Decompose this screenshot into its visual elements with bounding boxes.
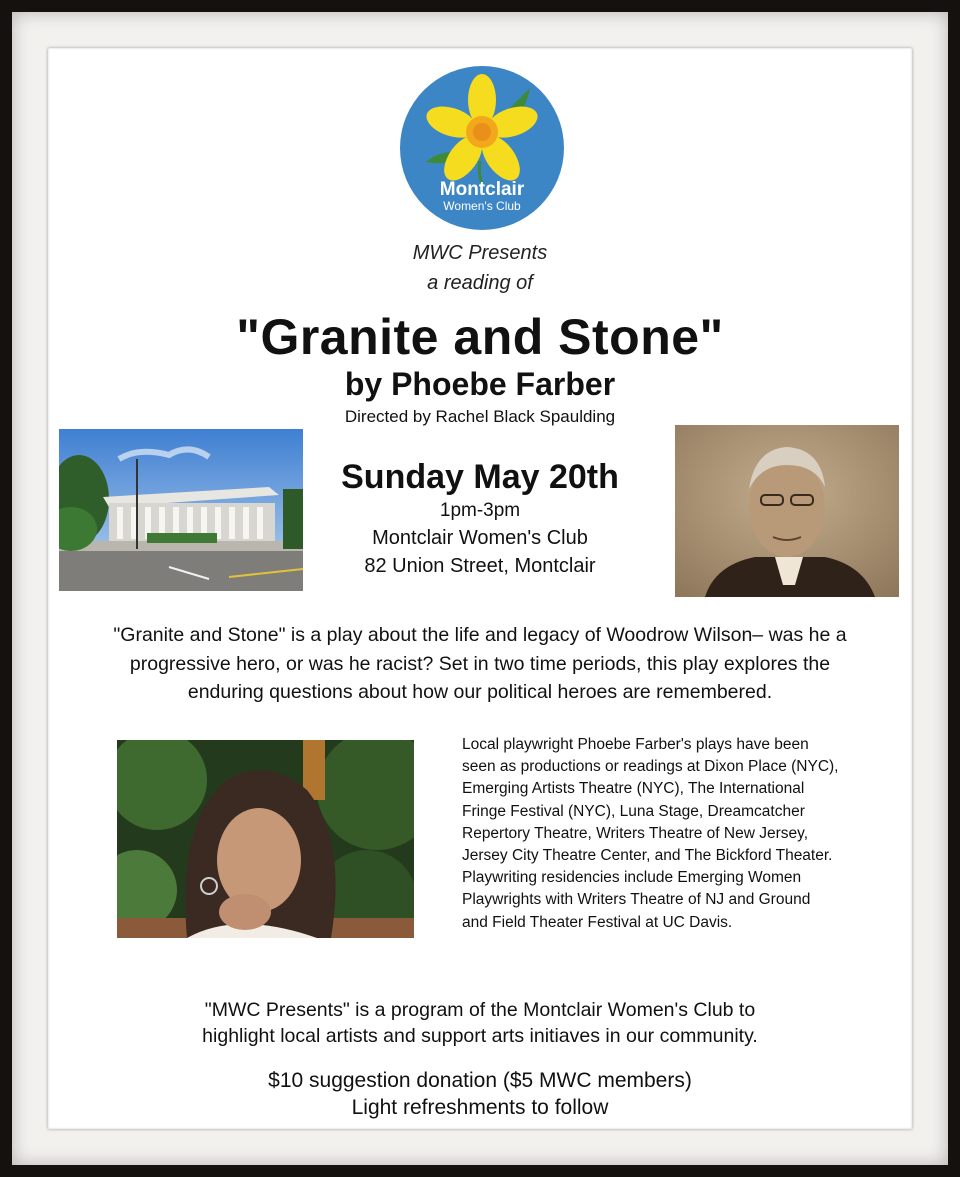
bio-line: Repertory Theatre, Writers Theatre of New Jersey, — [462, 824, 809, 842]
program-note — [0, 997, 960, 1049]
logo-subtitle: Women's Club — [443, 199, 521, 213]
description-line: enduring questions about how our political heroes are remembered. — [187, 681, 773, 703]
wilson-portrait — [675, 425, 899, 597]
presents-line: MWC Presents — [412, 242, 548, 264]
program-line: "MWC Presents" is a program of the Montclair Women's Club to — [204, 999, 756, 1021]
play-title: "Granite and Stone" — [236, 309, 724, 365]
play-author: by Phoebe Farber — [344, 366, 616, 402]
bio-line: and Field Theater Festival at UC Davis. — [462, 913, 733, 931]
bio-line: Playwrights with Writers Theatre of NJ and Ground — [462, 891, 811, 909]
bio-line: Playwriting residencies include Emerging Women — [462, 869, 802, 887]
description-line: "Granite and Stone" is a play about the life and legacy of Woodrow Wilson– was he a — [113, 624, 847, 646]
bio-line: seen as productions or readings at Dixon Place (NYC), — [462, 758, 839, 776]
refreshments-line: Light refreshments to follow — [351, 1096, 609, 1119]
logo-name: Montclair — [439, 179, 525, 200]
event-date: Sunday May 20th — [341, 458, 619, 496]
event-time: 1pm-3pm — [439, 500, 521, 521]
playwright-photo — [117, 740, 414, 938]
description-line: progressive hero, or was he racist? Set in two time periods, this play explores the — [129, 652, 831, 675]
play-director: Directed by Rachel Black Spaulding — [344, 407, 616, 426]
admission-info — [0, 1067, 960, 1121]
program-line: highlight local artists and support arts initiaves in our community. — [202, 1025, 758, 1047]
reading-line: a reading of — [427, 272, 533, 294]
club-logo — [400, 66, 564, 230]
bio-line: Local playwright Phoebe Farber's plays have been — [462, 736, 809, 753]
donation-line: $10 suggestion donation ($5 MWC members) — [268, 1069, 692, 1092]
building-photo — [59, 429, 303, 591]
bio-line: Jersey City Theatre Center, and The Bickford Theater. — [462, 847, 833, 865]
event-address: 82 Union Street, Montclair — [364, 555, 596, 577]
bio-line: Fringe Festival (NYC), Luna Stage, Dreamcatcher — [462, 802, 805, 820]
playwright-bio — [462, 734, 902, 934]
event-venue: Montclair Women's Club — [372, 527, 588, 549]
bio-line: Emerging Artists Theatre (NYC), The International — [462, 780, 805, 798]
play-description — [40, 621, 920, 707]
